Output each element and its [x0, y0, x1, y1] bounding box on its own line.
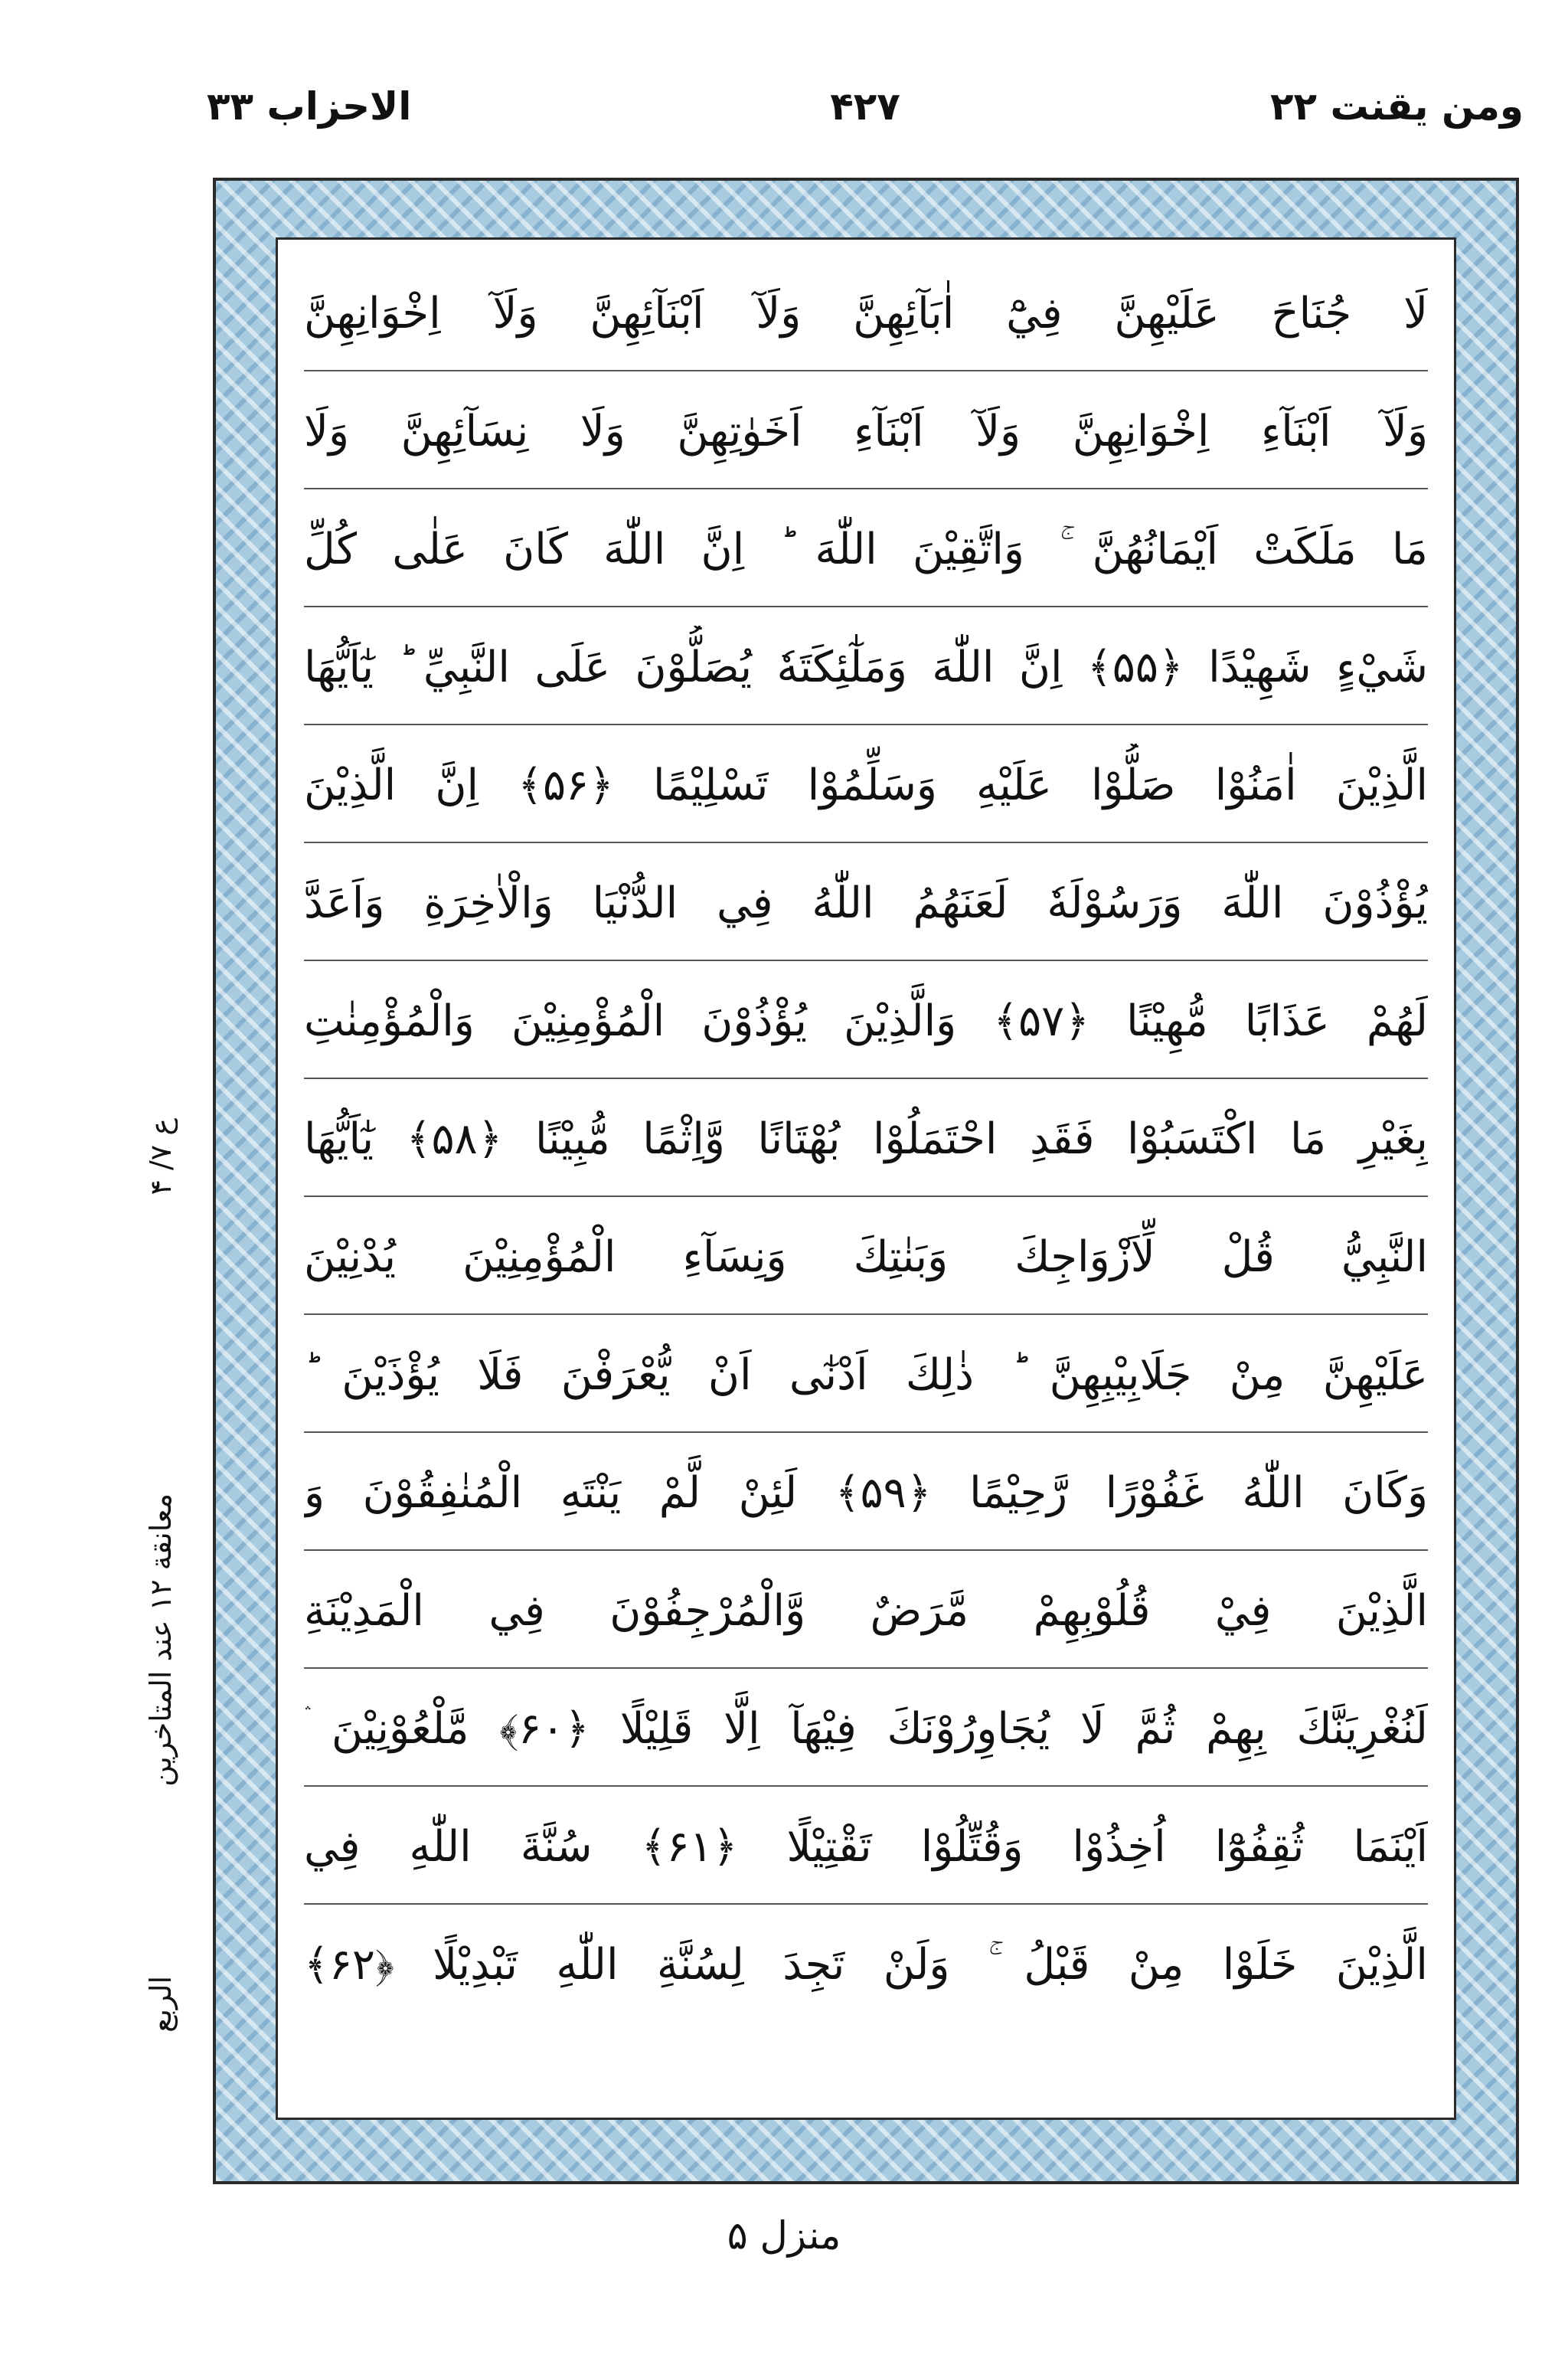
- decorative-border: [213, 178, 1519, 2184]
- verse-line-text: لَنُغْرِيَنَّكَ بِهِمْ ثُمَّ لَا يُجَاوِرُوْنَكَ فِيْهَآ اِلَّا قَلِيْلًا ﴿۶۰﴾ مَّلْعُوْنِيْنَ ۛ: [304, 1704, 1428, 1754]
- verse-line-text: الَّذِيْنَ اٰمَنُوْا صَلُّوْا عَلَيْهِ وَسَلِّمُوْا تَسْلِيْمًا ﴿۵۶﴾ اِنَّ الَّذِيْنَ: [304, 760, 1428, 810]
- verse-line: [304, 607, 1428, 725]
- verse-line: [304, 1905, 1428, 2023]
- surah-title: الاحزاب ۳۳: [207, 84, 412, 129]
- verse-line-text: شَيْءٍ شَهِيْدًا ﴿۵۵﴾ اِنَّ اللّٰهَ وَمَلٰٓئِكَتَهٗ يُصَلُّوْنَ عَلَى النَّبِيِّ ؕ يٰٓاَيُّهَا: [304, 643, 1428, 692]
- verse-line: [304, 371, 1428, 489]
- verse-line-text: النَّبِيُّ قُلْ لِّاَزْوَاجِكَ وَبَنٰتِكَ وَنِسَآءِ الْمُؤْمِنِيْنَ يُدْنِيْنَ: [304, 1232, 1428, 1282]
- verse-line-text: وَكَانَ اللّٰهُ غَفُوْرًا رَّحِيْمًا ﴿۵۹﴾ لَئِنْ لَّمْ يَنْتَهِ الْمُنٰفِقُوْنَ وَ: [304, 1468, 1428, 1518]
- verse-line-text: بِغَيْرِ مَا اكْتَسَبُوْا فَقَدِ احْتَمَلُوْا بُهْتَانًا وَّاِثْمًا مُّبِيْنًا ﴿۵۸﴾ يٰٓاَيُّهَا: [304, 1114, 1428, 1164]
- juz-title: ومن يقنت ۲۲: [1270, 84, 1524, 129]
- verse-line-text: الَّذِيْنَ خَلَوْا مِنْ قَبْلُ ۚ وَلَنْ تَجِدَ لِسُنَّةِ اللّٰهِ تَبْدِيْلًا ﴿۶۲﴾: [304, 1940, 1428, 1990]
- verse-line: [304, 843, 1428, 961]
- verse-line: [304, 1197, 1428, 1315]
- page-number: ۴۲۷: [830, 84, 900, 129]
- verse-line-text: الَّذِيْنَ فِيْ قُلُوْبِهِمْ مَّرَضٌ وَّالْمُرْجِفُوْنَ فِي الْمَدِيْنَةِ: [304, 1586, 1428, 1636]
- verse-line-text: مَا مَلَكَتْ اَيْمَانُهُنَّ ۚ وَاتَّقِيْنَ اللّٰهَ ؕ اِنَّ اللّٰهَ كَانَ عَلٰى كُلِّ: [304, 525, 1428, 574]
- verse-line: [304, 961, 1428, 1079]
- verse-line: [304, 1787, 1428, 1905]
- verse-line-text: لَهُمْ عَذَابًا مُّهِيْنًا ﴿۵۷﴾ وَالَّذِيْنَ يُؤْذُوْنَ الْمُؤْمِنِيْنَ وَالْمُؤْمِنٰتِ: [304, 996, 1428, 1046]
- verse-line-text: لَا جُنَاحَ عَلَيْهِنَّ فِيْٓ اٰبَآئِهِنَّ وَلَآ اَبْنَآئِهِنَّ وَلَآ اِخْوَانِهِنَّ: [304, 289, 1428, 339]
- verse-line: [304, 1669, 1428, 1787]
- verse-line-text: وَلَآ اَبْنَآءِ اِخْوَانِهِنَّ وَلَآ اَبْنَآءِ اَخَوٰتِهِنَّ وَلَا نِسَآئِهِنَّ وَلَا: [304, 407, 1428, 456]
- page-header: [207, 84, 1524, 153]
- verse-line-text: اَيْنَمَا ثُقِفُوْٓا اُخِذُوْا وَقُتِّلُوْا تَقْتِيْلًا ﴿۶۱﴾ سُنَّةَ اللّٰهِ فِي: [304, 1822, 1428, 1872]
- waqf-note: معانقة ۱۲ عند المتاخرين: [144, 1493, 178, 1787]
- verse-line: [304, 1551, 1428, 1669]
- verse-line: [304, 489, 1428, 607]
- verse-line: [304, 1079, 1428, 1197]
- verse-line: [304, 725, 1428, 843]
- manzil-footer: منزل ۵: [727, 2213, 841, 2258]
- verse-line: [304, 253, 1428, 371]
- verse-line-text: يُؤْذُوْنَ اللّٰهَ وَرَسُوْلَهٗ لَعَنَهُمُ اللّٰهُ فِي الدُّنْيَا وَالْاٰخِرَةِ وَاَعَدَّ: [304, 878, 1428, 928]
- verse-line: [304, 1433, 1428, 1551]
- rub-marker: الربع: [144, 1976, 178, 2033]
- verse-line-text: عَلَيْهِنَّ مِنْ جَلَابِيْبِهِنَّ ؕ ذٰلِكَ اَدْنٰٓى اَنْ يُّعْرَفْنَ فَلَا يُؤْذَيْنَ ؕ: [304, 1350, 1428, 1400]
- verse-line: [304, 1315, 1428, 1433]
- ruku-marker: ع ۷/ ۴: [144, 1118, 178, 1195]
- quran-text-panel: [276, 237, 1456, 2120]
